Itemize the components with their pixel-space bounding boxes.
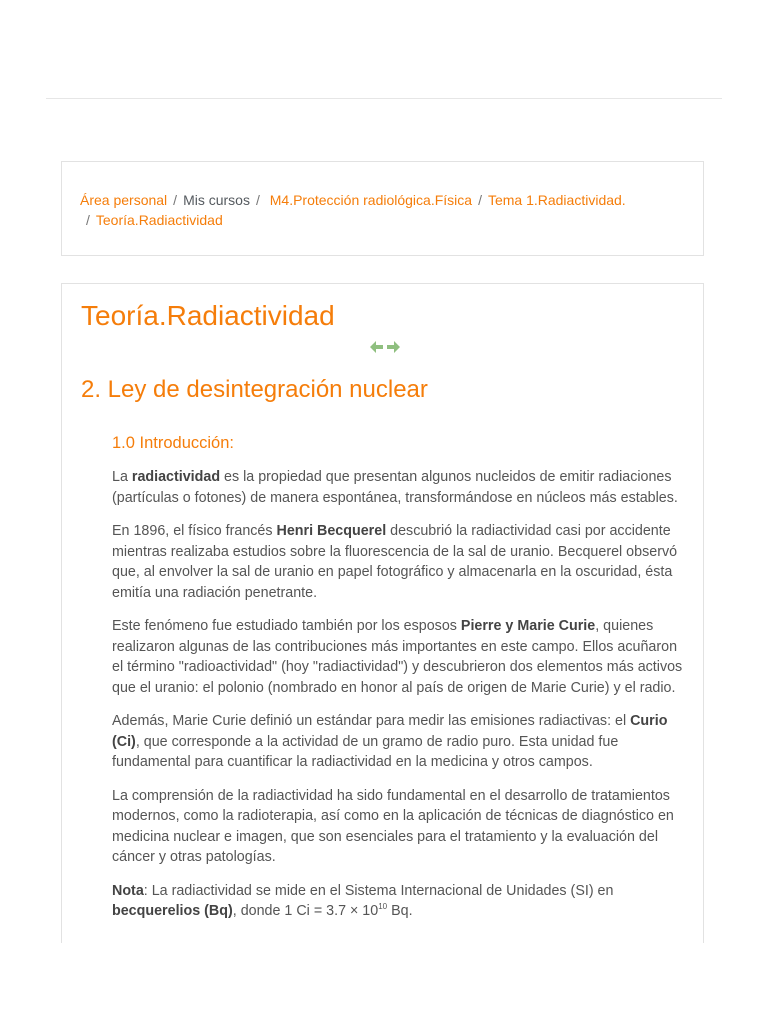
paragraph-note: Nota: La radiactividad se mide en el Sistema Internacional de Unidades (SI) en becquerelios (Bq), donde 1 $Ci = 3.7 \times 10^{10}$ Bq. [112, 882, 614, 919]
header-divider [46, 98, 722, 99]
subsection-title: 1.0 Introducción: [112, 434, 234, 452]
breadcrumb-item-mis-cursos[interactable]: Mis cursos [183, 192, 250, 208]
breadcrumb-separator: / [86, 212, 90, 228]
paragraph-radiactividad: La radiactividad es la propiedad que presentan algunos nucleidos de emitir radiaciones (partículas o fotones) de manera espontánea, transformándose en núcleos más estables. [112, 469, 678, 506]
breadcrumb-item-current-page[interactable]: Teoría.Radiactividad [95, 212, 223, 228]
breadcrumb-separator: / [478, 192, 482, 208]
paragraph-curie: Este fenómeno fue estudiado también por los esposos Pierre y Marie Curie, quienes realizaron algunas de las contribuciones más importantes en este campo. Ellos acuñaron el término "radioactividad" (hoy "radiactividad") y descubrieron dos elementos más activos que el uranio: el polonio (nombrado en honor al país de origen de Marie Curie) y el radio. [112, 618, 683, 696]
page-title: Teoría.Radiactividad [81, 300, 335, 331]
paragraph-applications: La comprensión de la radiactividad ha sido fundamental en el desarrollo de tratamientos modernos, como la radioterapia, así como en la aplicación de técnicas de diagnóstico en medicina nuclear e imagen, que son esenciales para el tratamiento y la evaluación del cáncer y otras patologías. [112, 787, 674, 865]
breadcrumb [61, 161, 704, 256]
breadcrumb-item-area-personal[interactable]: Área personal [80, 192, 168, 208]
breadcrumb-line-2 [80, 210, 685, 230]
breadcrumb-separator: / [255, 192, 260, 208]
breadcrumb-item-topic[interactable]: Tema 1.Radiactividad. [487, 192, 626, 208]
breadcrumb-line-1 [80, 190, 685, 210]
breadcrumb-separator: / [173, 192, 178, 208]
article-body [112, 432, 692, 935]
paragraph-curio-unit: Además, Marie Curie definió un estándar para medir las emisiones radiactivas: el Curio (Ci), que corresponde a la actividad de un gramo de radio puro. Esta unidad fue fundamental para cuantificar la radiactividad en la medicina y otros campos. [112, 713, 668, 770]
left-right-arrows-icon[interactable] [369, 338, 401, 356]
main-content [61, 283, 704, 943]
breadcrumb-item-course[interactable]: M4.Protección radiológica.Física [269, 192, 473, 208]
paragraph-becquerel: En 1896, el físico francés Henri Becquerel descubrió la radiactividad casi por accidente mientras realizaba estudios sobre la fluorescencia de la sal de uranio. Becquerel observó que, al envolver la sal de uranio en papel fotográfico y almacenarla en la oscuridad, ésta emitía una radiación penetrante. [112, 523, 678, 601]
section-title: 2. Ley de desintegración nuclear [81, 376, 428, 403]
